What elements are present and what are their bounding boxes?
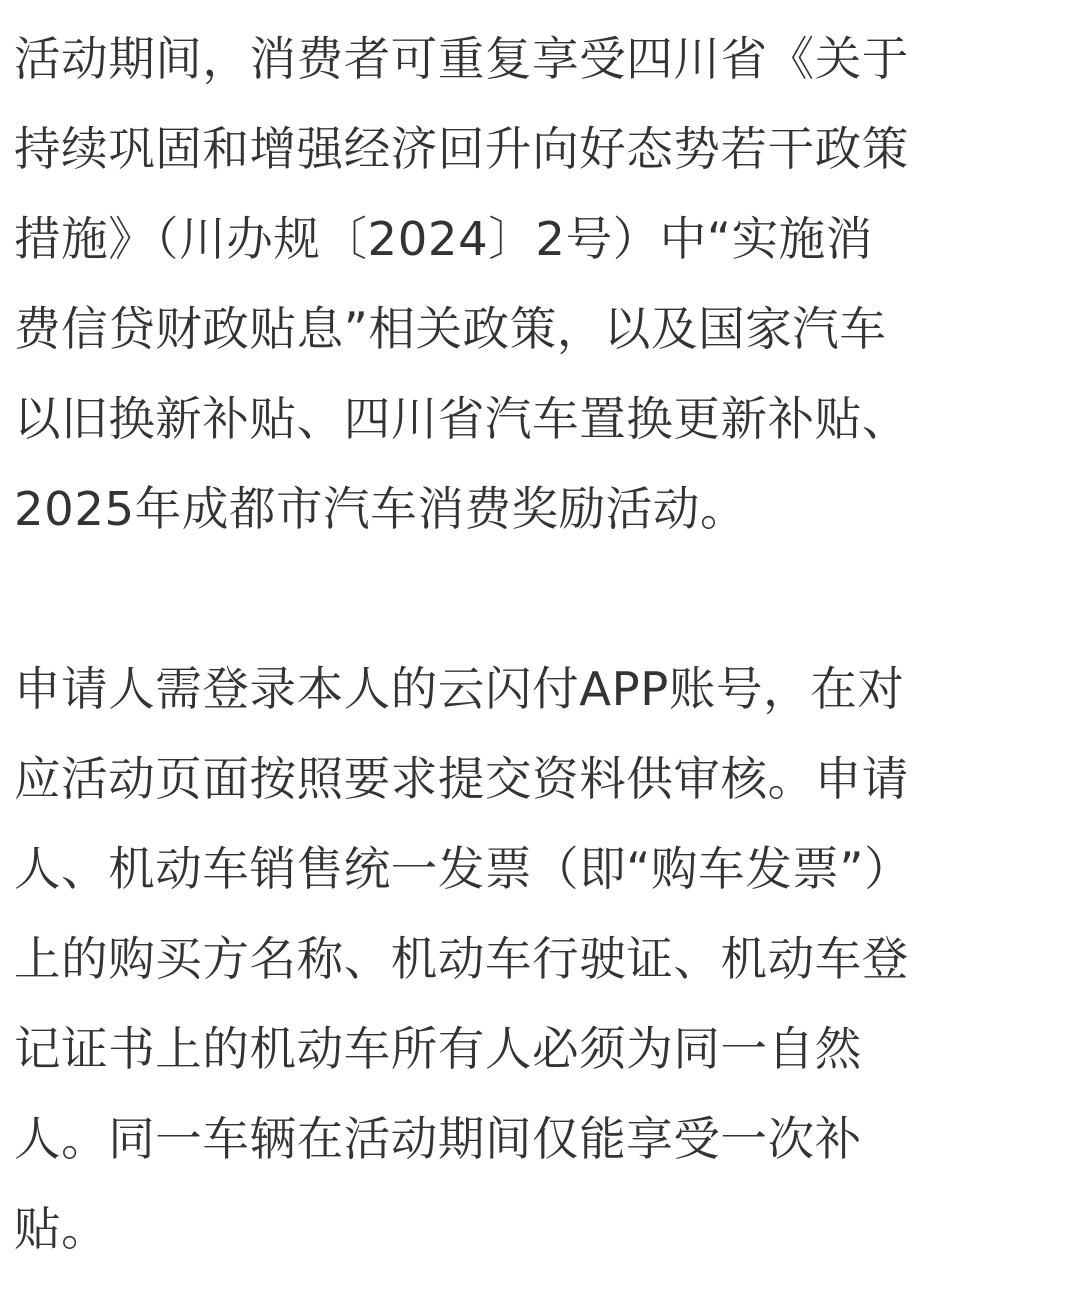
text-line: 申请人需登录本人的云闪付APP账号，在对 xyxy=(14,662,905,716)
text-line: 上的购买方名称、机动车行驶证、机动车登 xyxy=(14,932,909,986)
text-line: 持续巩固和增强经济回升向好态势若干政策 xyxy=(14,122,909,176)
text-line: 活动期间，消费者可重复享受四川省《关于 xyxy=(14,32,909,86)
text-line: 应活动页面按照要求提交资料供审核。申请 xyxy=(14,752,909,806)
text-line: 以旧换新补贴、四川省汽车置换更新补贴、 xyxy=(14,392,909,446)
text-line: 2025年成都市汽车消费奖励活动。 xyxy=(14,482,748,536)
article-body xyxy=(14,14,1066,1274)
text-line: 费信贷财政贴息”相关政策，以及国家汽车 xyxy=(14,302,887,356)
paragraph-activity-period xyxy=(14,14,1066,554)
paragraph-spacer xyxy=(14,554,1066,644)
text-line: 贴。 xyxy=(14,1202,109,1256)
text-line: 记证书上的机动车所有人必须为同一自然 xyxy=(14,1022,862,1076)
text-line: 措施》（川办规〔2024〕2号）中“实施消 xyxy=(14,212,873,266)
paragraph-application-requirements xyxy=(14,644,1066,1274)
text-line: 人。同一车辆在活动期间仅能享受一次补 xyxy=(14,1112,862,1166)
text-line: 人、机动车销售统一发票（即“购车发票”） xyxy=(14,842,912,896)
